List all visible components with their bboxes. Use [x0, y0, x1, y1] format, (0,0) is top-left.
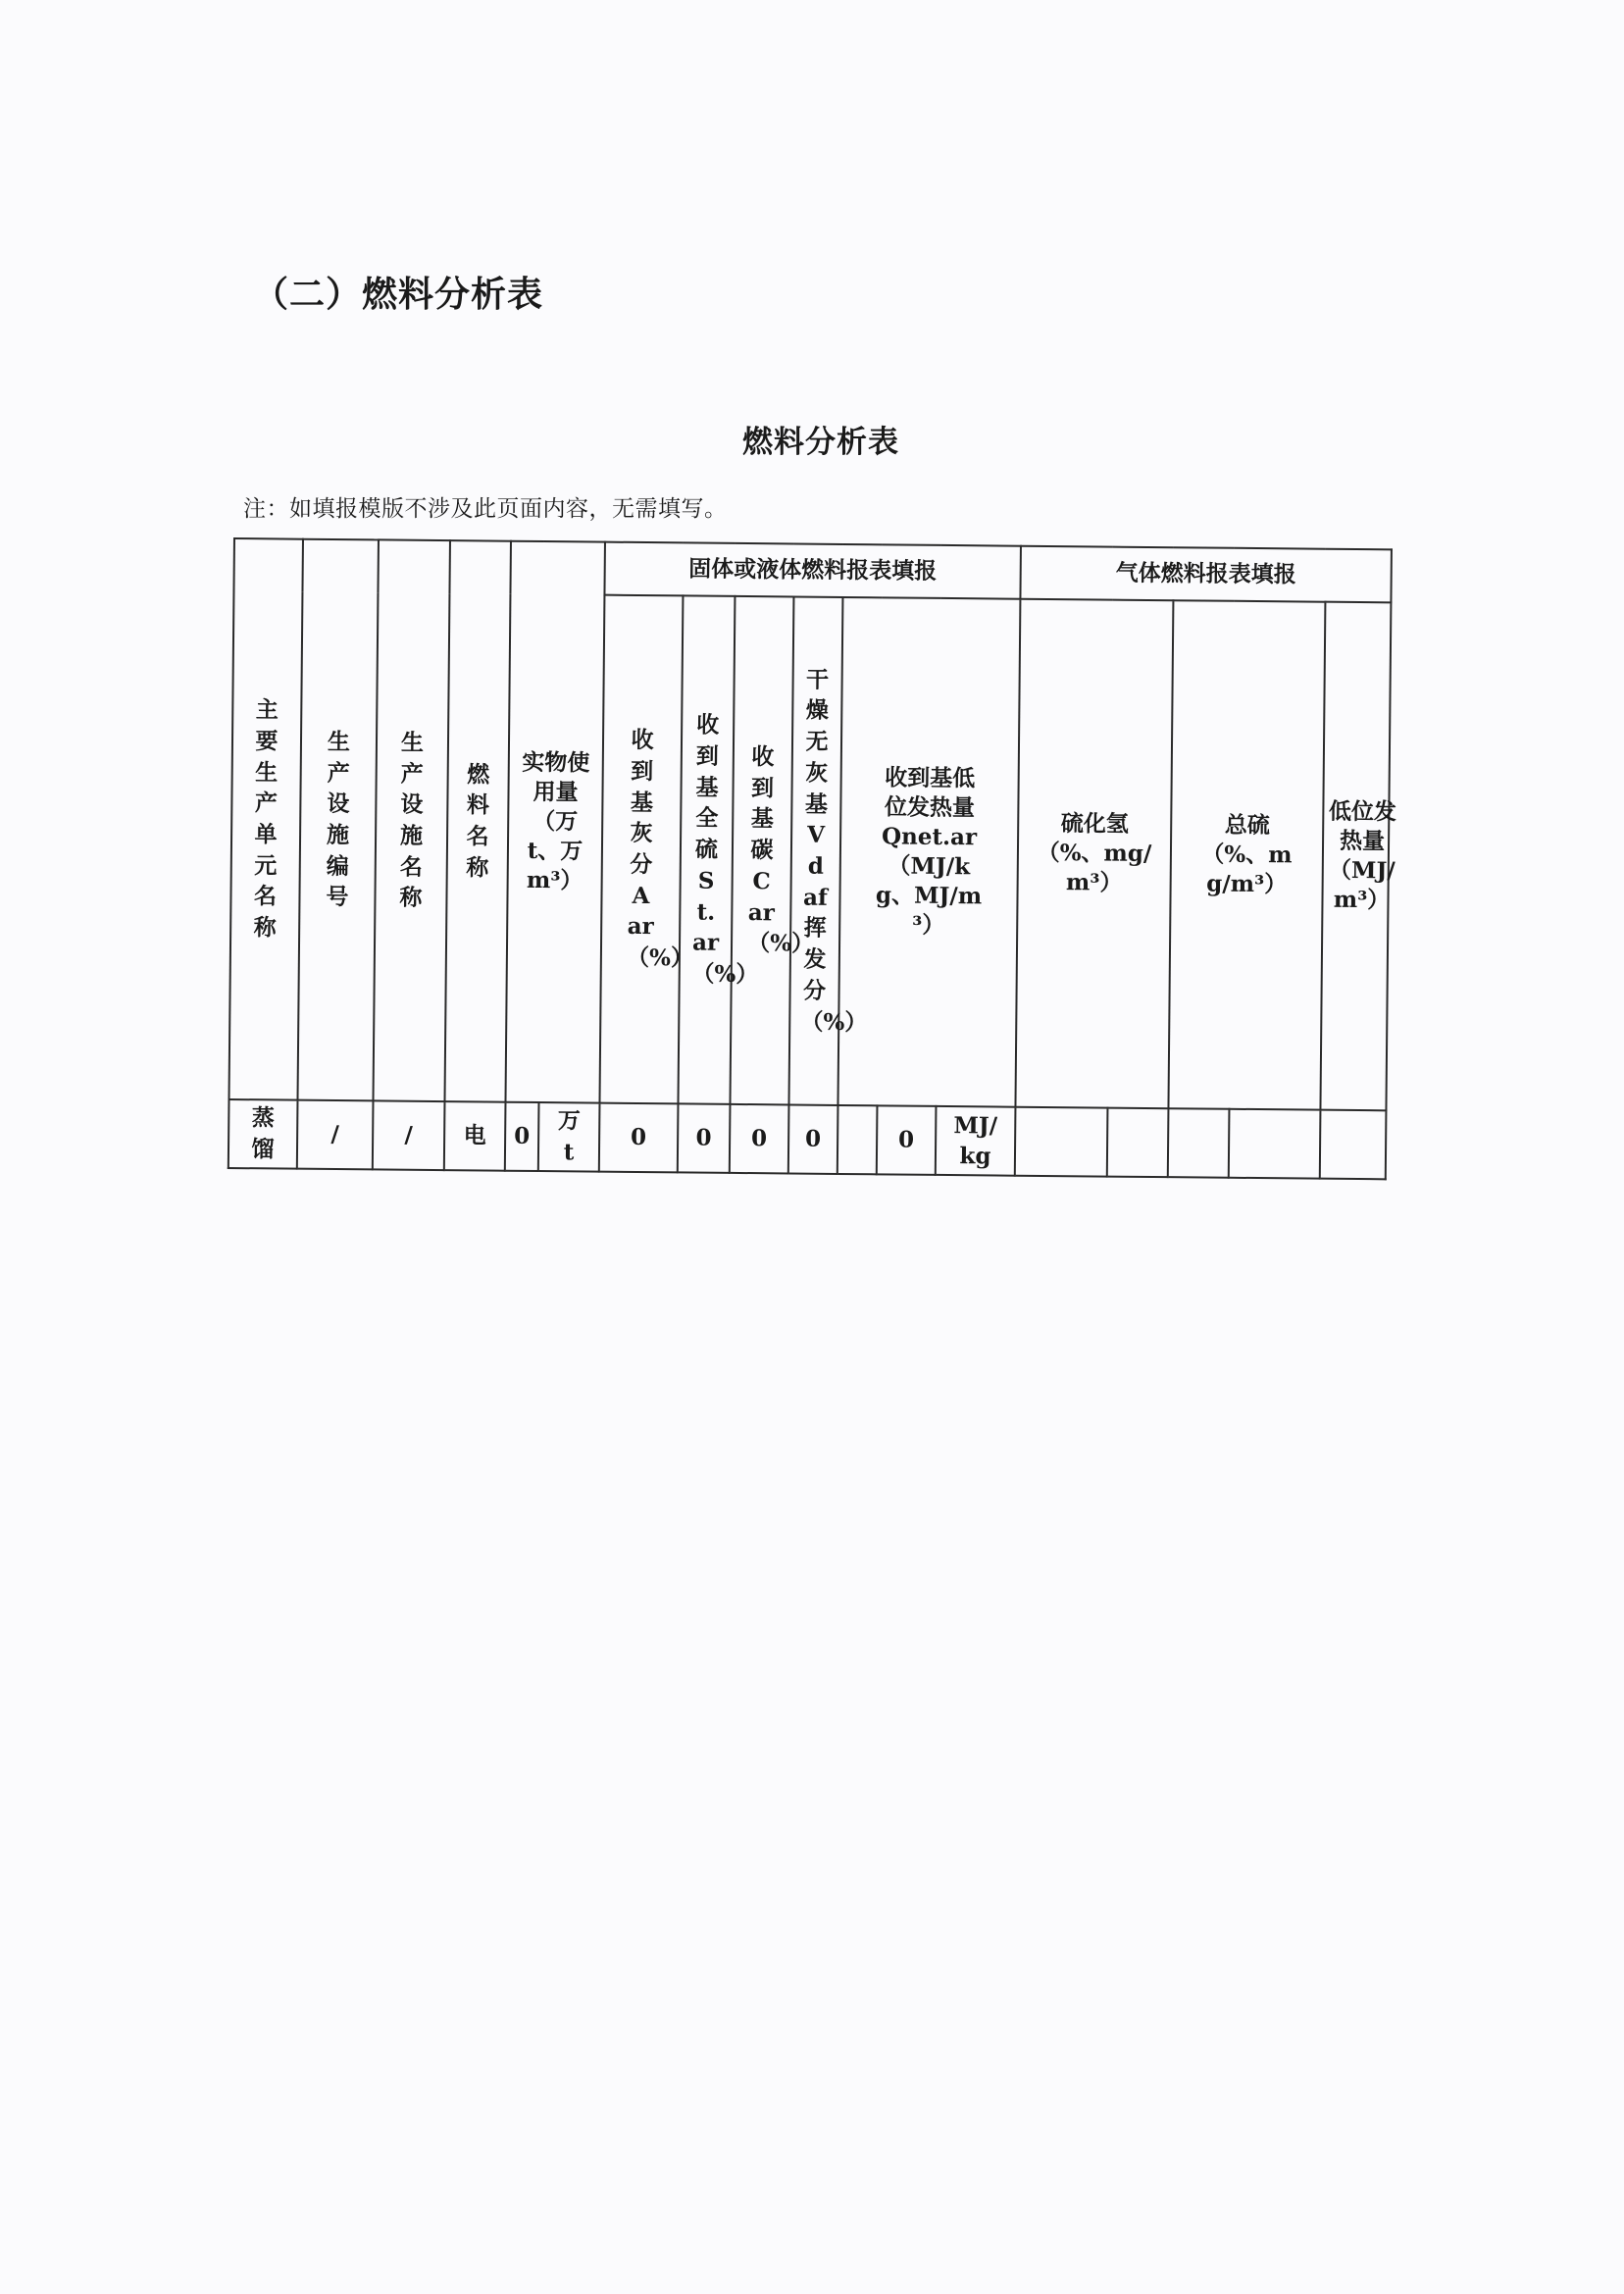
group-solid-liquid: 固体或液体燃料报表填报 — [604, 542, 1021, 599]
header-volatile: 干燥无灰基Vdaf挥发分（%） — [788, 596, 842, 1104]
header-calorific: 收到基低位发热量Qnet.ar（MJ/kg、MJ/m³） — [837, 597, 1020, 1107]
cell-h2s-b — [1107, 1108, 1169, 1178]
cell-usage-unit: 万t — [538, 1102, 600, 1172]
fuel-analysis-table-wrapper — [228, 537, 1397, 1180]
cell-total-sulfur-a — [1168, 1108, 1230, 1178]
header-facility-id: 生产设施编号 — [297, 539, 378, 1101]
cell-carbon: 0 — [730, 1104, 789, 1174]
cell-calorific-blank — [837, 1105, 878, 1174]
table-title: 燃料分析表 — [742, 425, 899, 460]
table-row — [228, 1099, 1387, 1179]
cell-usage-value: 0 — [505, 1102, 539, 1171]
table-note: 注：如填报模版不涉及此页面内容，无需填写。 — [243, 496, 728, 522]
header-facility-name: 生产设施名称 — [373, 539, 449, 1101]
cell-gas-calorific — [1320, 1110, 1387, 1180]
cell-total-sulfur-b — [1229, 1109, 1321, 1179]
section-heading: （二）燃料分析表 — [253, 275, 544, 315]
cell-sulfur: 0 — [678, 1103, 731, 1173]
cell-h2s-a — [1015, 1107, 1108, 1177]
cell-unit-name: 蒸馏 — [228, 1099, 298, 1169]
header-h2s: 硫化氢（%、mg/m³） — [1016, 599, 1174, 1108]
header-carbon: 收到基碳Car（%） — [730, 596, 793, 1105]
group-header-row — [233, 538, 1391, 602]
cell-calorific-value: 0 — [877, 1105, 937, 1175]
cell-volatile: 0 — [788, 1104, 838, 1173]
cell-ash: 0 — [599, 1103, 679, 1173]
header-fuel-name: 燃料名称 — [444, 540, 510, 1102]
cell-calorific-unit: MJ/kg — [936, 1106, 1016, 1176]
cell-facility-name: / — [373, 1100, 445, 1170]
cell-fuel-name: 电 — [444, 1101, 506, 1171]
header-sulfur: 收到基全硫St.ar（%） — [678, 595, 735, 1103]
header-gas-calorific: 低位发热量（MJ/m³） — [1320, 602, 1391, 1111]
header-total-sulfur: 总硫（%、mg/m³） — [1169, 600, 1326, 1109]
header-unit-name: 主要生产单元名称 — [228, 538, 302, 1100]
fuel-analysis-table — [228, 537, 1397, 1180]
group-gas: 气体燃料报表填报 — [1020, 546, 1391, 603]
header-usage: 实物使用量（万t、万m³） — [505, 541, 604, 1103]
cell-facility-id: / — [297, 1100, 374, 1170]
header-ash: 收到基灰分Aar（%） — [599, 595, 683, 1104]
